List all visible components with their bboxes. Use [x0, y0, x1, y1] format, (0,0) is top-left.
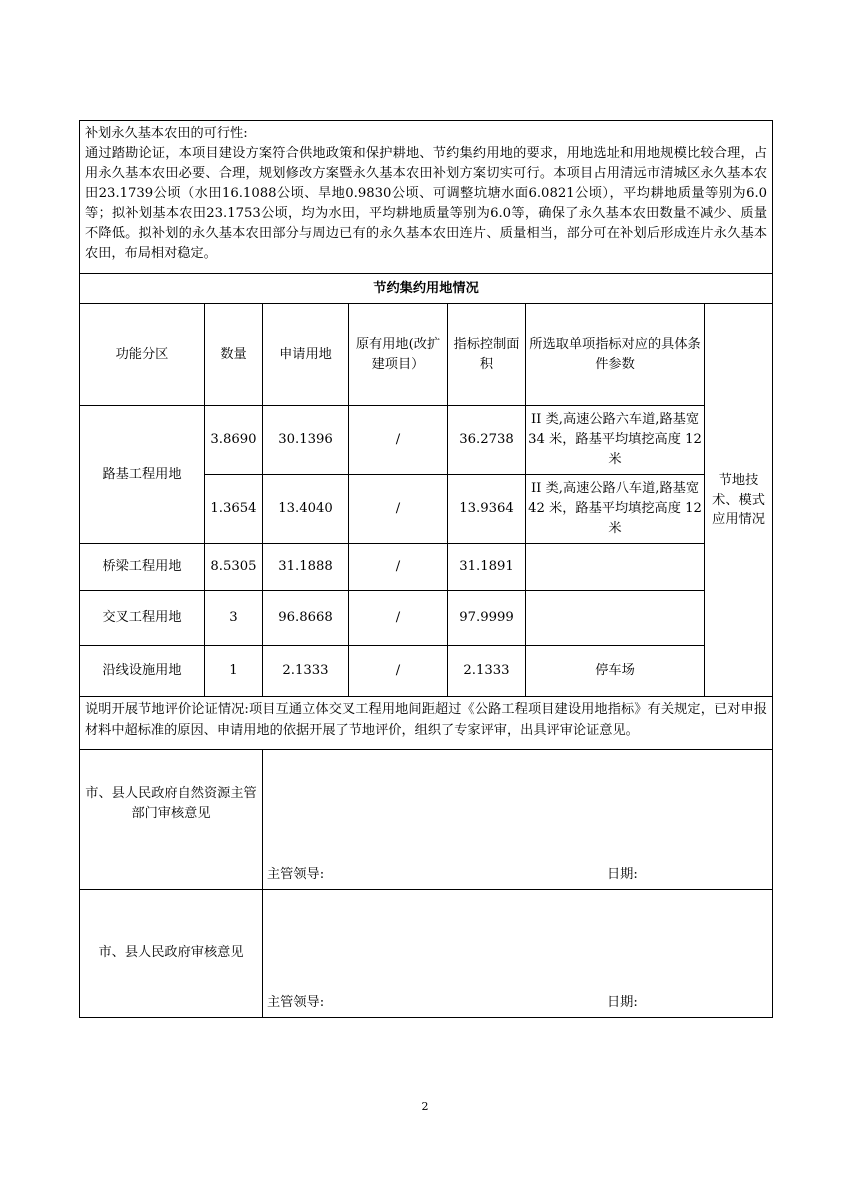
approval-label-government: 市、县人民政府审核意见 — [80, 889, 263, 1017]
table-row — [80, 591, 773, 646]
col-header-zone: 功能分区 — [80, 304, 205, 406]
land-saving-evaluation-note: 说明开展节地评价论证情况:项目互通立体交叉工程用地间距超过《公路工程项目建设用地指标》有关规定，已对申报材料中超标准的原因、申请用地的依据开展了节地评价，组织了专家评审，出具评审论证意见。 — [80, 697, 773, 749]
col-header-parameters: 所选取单项指标对应的具体条件参数 — [526, 304, 705, 406]
intro-row — [80, 121, 773, 274]
approval-body-government — [263, 889, 773, 1017]
cell-control-area: 31.1891 — [448, 544, 526, 591]
cell-quantity: 3.8690 — [205, 406, 263, 475]
date-label[interactable]: 日期: — [607, 866, 638, 882]
cell-parameters: II 类,高速公路六车道,路基宽 34 米，路基平均填挖高度 12 米 — [526, 406, 705, 475]
section-title-row — [80, 274, 773, 304]
section-title: 节约集约用地情况 — [80, 274, 773, 304]
cell-quantity: 1.3654 — [205, 475, 263, 544]
cell-parameters — [526, 591, 705, 646]
approval-label-natural-resources: 市、县人民政府自然资源主管部门审核意见 — [80, 749, 263, 889]
cell-applied-area: 96.8668 — [263, 591, 349, 646]
leader-signature-label[interactable]: 主管领导: — [267, 866, 325, 882]
approval-body-natural-resources — [263, 749, 773, 889]
feasibility-section — [80, 121, 773, 274]
cell-applied-area: 30.1396 — [263, 406, 349, 475]
feasibility-heading: 补划永久基本农田的可行性: — [85, 126, 248, 141]
col-header-tech-application: 节地技术、模式应用情况 — [705, 304, 773, 697]
cell-control-area: 97.9999 — [448, 591, 526, 646]
col-header-control-area: 指标控制面积 — [448, 304, 526, 406]
cell-zone-bridge: 桥梁工程用地 — [80, 544, 205, 591]
feasibility-body: 通过踏勘论证，本项目建设方案符合供地政策和保护耕地、节约集约用地的要求，用地选址和用地规模比较合理，占用永久基本农田必要、合理，规划修改方案暨永久基本农田补划方案切实可行。本项目占用清远市清城区永久基本农田23.1739公顷（水田16.1088公顷、旱地0.9830公顷、可调整坑塘水面6.0821公顷），平均耕地质量等别为6.0等；拟补划基本农田23.1753公顷，均为水田，平均耕地质量等别为6.0等，确保了永久基本农田数量不减少、质量不降低。拟补划的永久基本农田部分与周边已有的永久基本农田连片、质量相当，部分可在补划后形成连片永久基本农田，布局相对稳定。 — [85, 146, 768, 262]
main-form-table — [79, 120, 773, 1018]
cell-existing-area: / — [349, 475, 448, 544]
cell-quantity: 1 — [205, 646, 263, 697]
table-row — [80, 406, 773, 475]
approval-row-natural-resources — [80, 749, 773, 889]
cell-zone-roadbed: 路基工程用地 — [80, 406, 205, 544]
cell-control-area: 13.9364 — [448, 475, 526, 544]
cell-control-area: 36.2738 — [448, 406, 526, 475]
cell-applied-area: 2.1333 — [263, 646, 349, 697]
cell-existing-area: / — [349, 406, 448, 475]
cell-existing-area: / — [349, 591, 448, 646]
cell-parameters: 停车场 — [526, 646, 705, 697]
approval-row-government — [80, 889, 773, 1017]
cell-parameters — [526, 544, 705, 591]
cell-quantity: 3 — [205, 591, 263, 646]
col-header-existing-area: 原有用地(改扩建项目） — [349, 304, 448, 406]
cell-parameters: II 类,高速公路八车道,路基宽 42 米，路基平均填挖高度 12 米 — [526, 475, 705, 544]
table-row — [80, 544, 773, 591]
cell-existing-area: / — [349, 646, 448, 697]
page-number: 2 — [421, 1100, 429, 1113]
col-header-applied-area: 申请用地 — [263, 304, 349, 406]
cell-control-area: 2.1333 — [448, 646, 526, 697]
cell-applied-area: 13.4040 — [263, 475, 349, 544]
table-row — [80, 646, 773, 697]
cell-zone-interchange: 交叉工程用地 — [80, 591, 205, 646]
cell-existing-area: / — [349, 544, 448, 591]
col-header-quantity: 数量 — [205, 304, 263, 406]
cell-applied-area: 31.1888 — [263, 544, 349, 591]
cell-zone-facility: 沿线设施用地 — [80, 646, 205, 697]
note-row — [80, 697, 773, 749]
leader-signature-label[interactable]: 主管领导: — [267, 994, 325, 1010]
table-header-row — [80, 304, 773, 406]
cell-quantity: 8.5305 — [205, 544, 263, 591]
date-label[interactable]: 日期: — [607, 994, 638, 1010]
